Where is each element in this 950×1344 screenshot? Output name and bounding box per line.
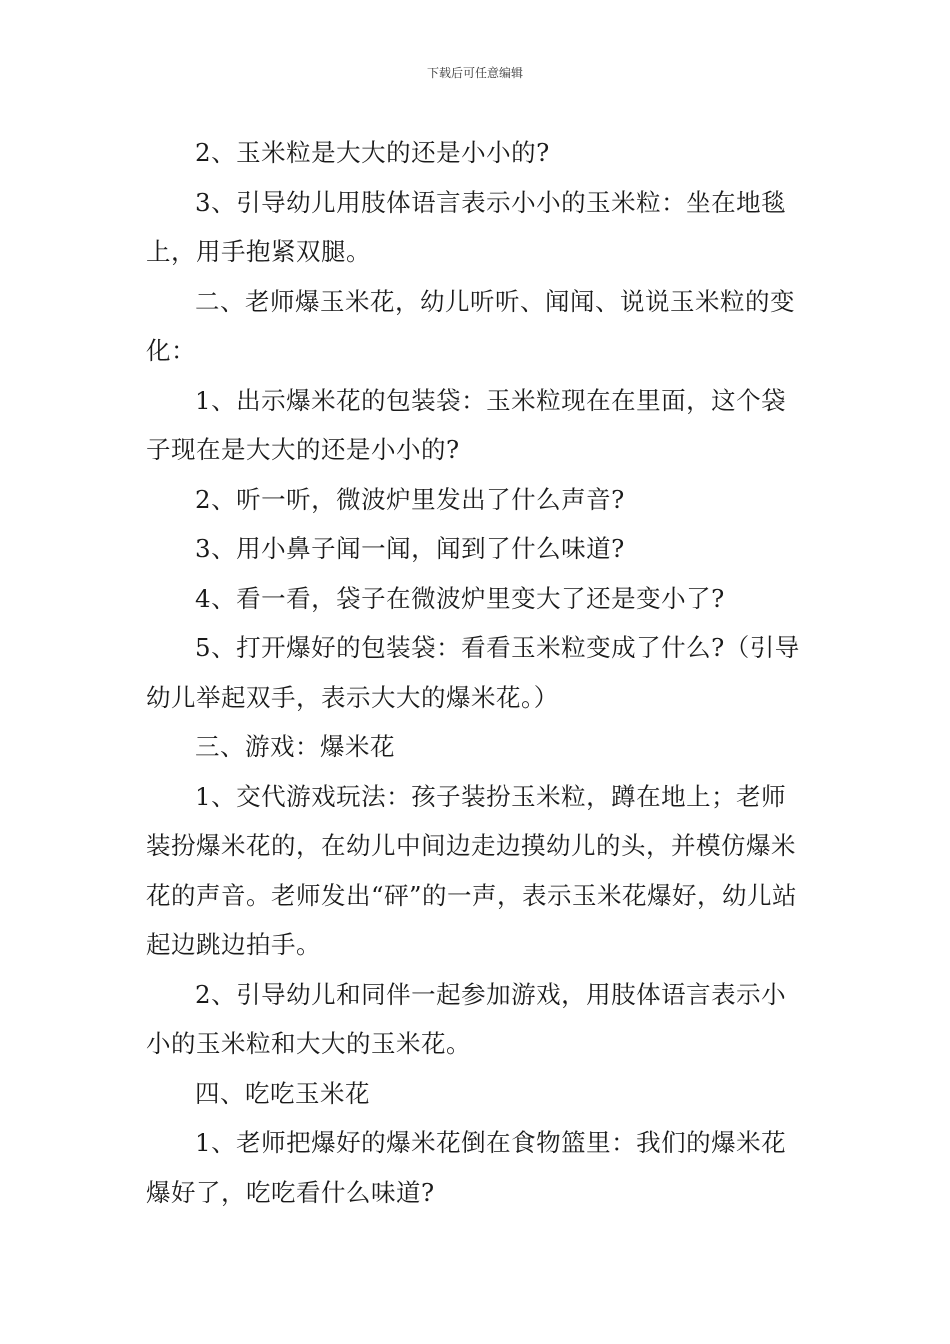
paragraph: 5、打开爆好的包装袋：看看玉米粒变成了什么?（引导幼儿举起双手，表示大大的爆米花。） bbox=[146, 633, 800, 712]
paragraph: 1、老师把爆好的爆米花倒在食物篮里：我们的爆米花爆好了，吃吃看什么味道? bbox=[146, 1128, 787, 1207]
section-heading: 四、吃吃玉米花 bbox=[195, 1078, 370, 1108]
paragraph: 1、交代游戏玩法：孩子装扮玉米粒，蹲在地上；老师装扮爆米花的，在幼儿中间边走边摸幼儿的头，并模仿爆米花的声音。老师发出“砰”的一声，表示玉米花爆好，幼儿站起边跳边拍手。 bbox=[146, 781, 798, 959]
paragraph: 4、看一看，袋子在微波炉里变大了还是变小了? bbox=[195, 583, 725, 613]
section-heading: 三、游戏：爆米花 bbox=[195, 732, 395, 761]
paragraph: 2、听一听，微波炉里发出了什么声音? bbox=[195, 484, 625, 514]
paragraph: 2、引导幼儿和同伴一起参加游戏，用肢体语言表示小小的玉米粒和大大的玉米花。 bbox=[146, 979, 787, 1058]
paragraph: 3、用小鼻子闻一闻，闻到了什么味道? bbox=[195, 534, 625, 563]
paragraph: 3、引导幼儿用肢体语言表示小小的玉米粒：坐在地毯上，用手抱紧双腿。 bbox=[146, 187, 787, 266]
section-heading: 二、老师爆玉米花，幼儿听听、闻闻、说说玉米粒的变化： bbox=[146, 286, 795, 365]
page-header: 下载后可任意编辑 bbox=[426, 66, 523, 80]
paragraph: 2、玉米粒是大大的还是小小的? bbox=[195, 138, 550, 167]
paragraph: 1、出示爆米花的包装袋：玉米粒现在在里面，这个袋子现在是大大的还是小小的? bbox=[146, 385, 787, 464]
document-body bbox=[146, 128, 808, 1217]
